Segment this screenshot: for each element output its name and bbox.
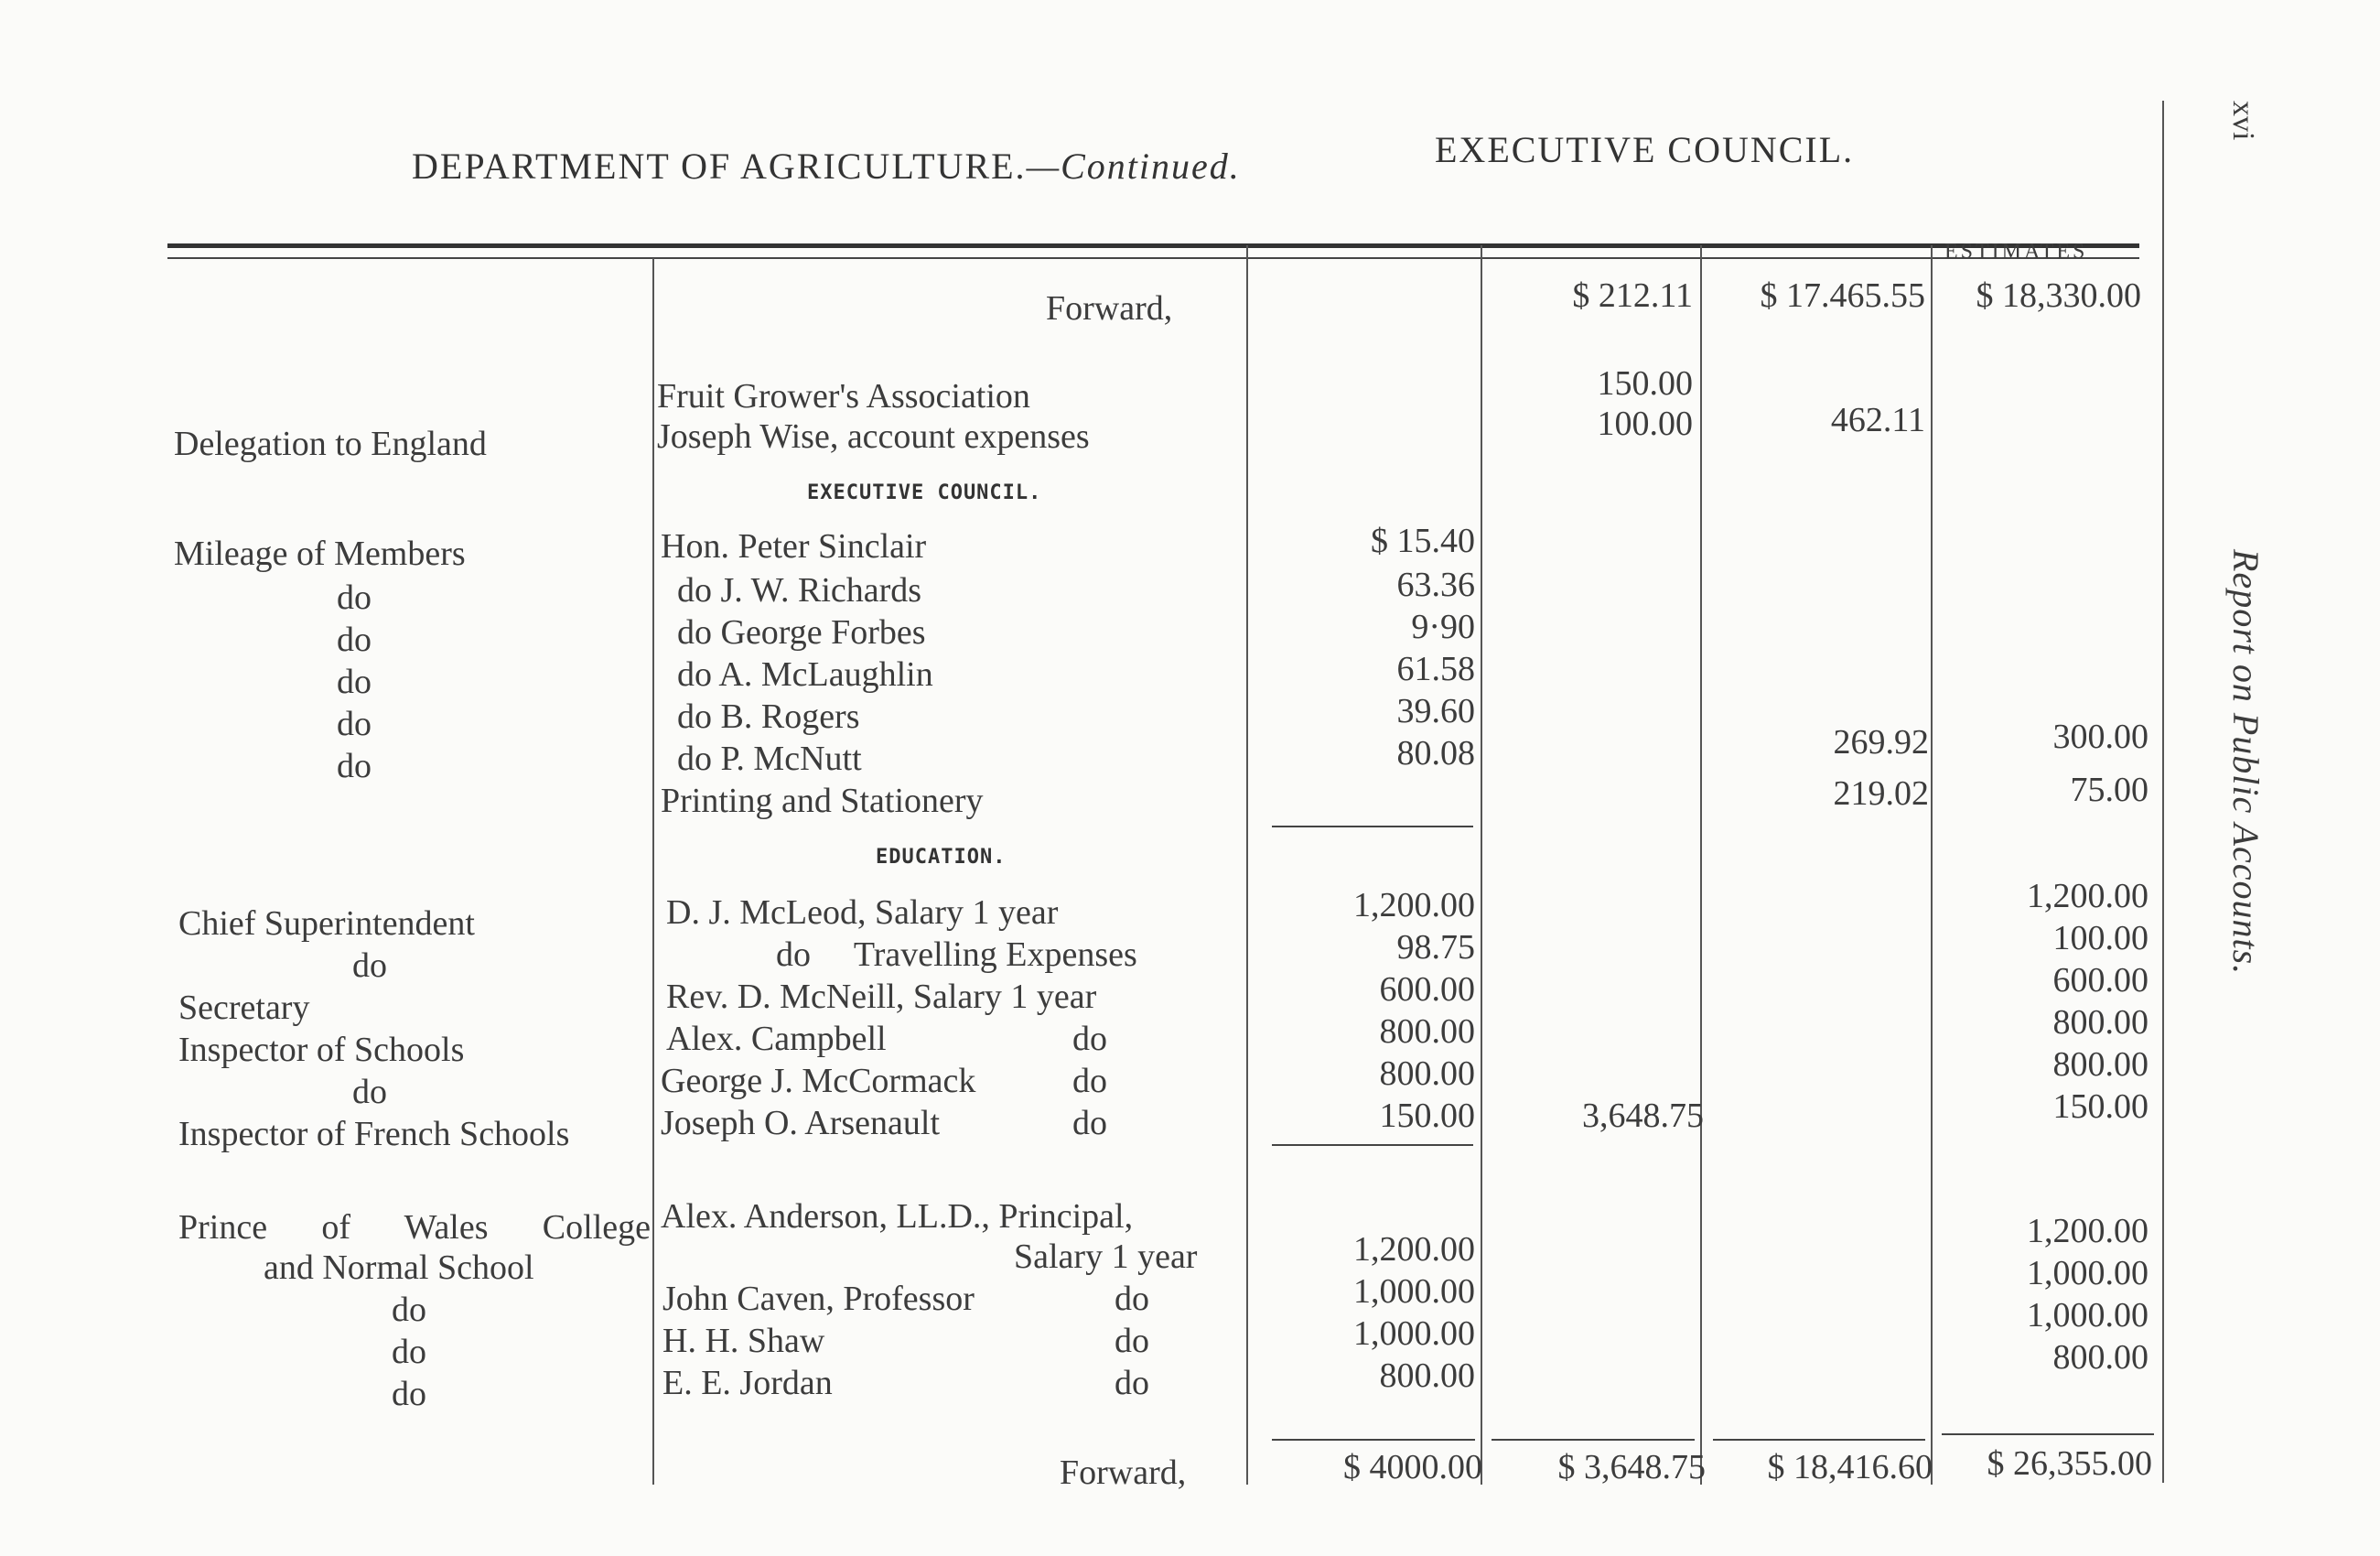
section-executive-council: EXECUTIVE COUNCIL. [807,481,1042,504]
forward-bottom-b: $ 3,648.75 [1557,1448,1706,1486]
purpose-mileage: Mileage of Members [174,535,466,573]
amount-travelling: 98.75 [1396,928,1475,967]
purpose-ditto: do [337,663,372,701]
estimate-jordan: 800.00 [2052,1338,2148,1377]
payee-rogers: do B. Rogers [677,697,860,736]
amount-mclaughlin: 61.58 [1396,650,1475,688]
col-rule-purpose [652,258,654,1485]
payee-anderson: Alex. Anderson, LL.D., Principal, [661,1197,1134,1236]
forward-bottom-d: $ 26,355.00 [1987,1444,2152,1483]
purpose-ditto: do [392,1333,426,1371]
purpose-ditto: do [392,1375,426,1413]
total-rule-c [1713,1439,1925,1441]
purpose-normal-school: and Normal School [264,1248,534,1287]
amount-joseph-wise: 100.00 [1597,405,1693,443]
section-title-executive: EXECUTIVE COUNCIL. [1435,129,1855,170]
payee-mccormack: George J. McCormack [661,1062,976,1100]
amount-shaw: 1,000.00 [1353,1314,1475,1353]
forward-bottom-a: $ 4000.00 [1343,1448,1482,1486]
ditto-campbell: do [1072,1020,1107,1058]
agriculture-title: DEPARTMENT OF AGRICULTURE. [412,146,1027,187]
forward-label-bottom: Forward, [1060,1453,1187,1492]
purpose-secretary: Secretary [178,989,310,1027]
ditto-shaw: do [1115,1322,1149,1360]
payee-travelling: do Travelling Expenses [776,935,1137,974]
purpose-delegation: Delegation to England [174,425,487,463]
amount-anderson: 1,200.00 [1353,1230,1475,1269]
payee-fruit-growers: Fruit Grower's Association [657,377,1030,416]
payee-richards: do J. W. Richards [677,571,922,610]
subtotal-rule-executive [1272,826,1473,827]
estimate-executive-mileage: 300.00 [2052,718,2148,756]
ditto-mccormack: do [1072,1062,1107,1100]
purpose-ditto: do [392,1291,426,1329]
payee-arsenault: Joseph O. Arsenault [661,1104,941,1142]
forward-bottom-c: $ 18,416.60 [1767,1448,1933,1486]
purpose-ditto: do [337,578,372,617]
estimate-mcleod: 1,200.00 [2027,877,2148,915]
purpose-ditto: do [337,747,372,785]
amount-arsenault: 150.00 [1379,1097,1475,1135]
side-title: Report on Public Accounts. [2225,549,2267,976]
payee-shaw: H. H. Shaw [662,1322,825,1360]
amount-mcnutt: 80.08 [1396,734,1475,773]
ditto-jordan: do [1115,1364,1149,1402]
estimate-travelling: 100.00 [2052,919,2148,957]
college-name: Prince of Wales College [178,1208,651,1247]
total-agriculture: 462.11 [1830,401,1925,439]
total-rule-b [1492,1439,1695,1441]
payee-peter-sinclair: Hon. Peter Sinclair [661,527,927,566]
payee-mcnutt: do P. McNutt [677,740,862,778]
forward-top-c: $ 17.465.55 [1760,276,1925,315]
amount-campbell: 800.00 [1379,1012,1475,1051]
estimate-mccormack: 800.00 [2052,1045,2148,1084]
purpose-ditto: do [352,1073,387,1111]
amount-jordan: 800.00 [1379,1356,1475,1395]
payee-printing: Printing and Stationery [661,782,984,820]
amount-fruit-growers: 150.00 [1597,364,1693,403]
amount-richards: 63.36 [1396,566,1475,604]
estimate-campbell: 800.00 [2052,1003,2148,1042]
purpose-ditto: do [337,621,372,659]
purpose-chief-superintendent: Chief Superintendent [178,904,475,943]
total-rule-a [1272,1439,1475,1441]
purpose-inspector: Inspector of Schools [178,1031,465,1069]
payee-jordan: E. E. Jordan [662,1364,833,1402]
estimate-anderson: 1,200.00 [2027,1212,2148,1250]
section-education: EDUCATION. [876,846,1007,869]
estimate-printing: 75.00 [2070,771,2148,809]
forward-top-b: $ 212.11 [1572,276,1693,315]
estimate-shaw: 1,000.00 [2027,1296,2148,1334]
continued-label: —Continued. [1026,146,1241,187]
subtotal-rule-education [1272,1144,1473,1146]
total-executive-mileage: 269.92 [1833,723,1929,762]
payee-campbell: Alex. Campbell [666,1020,887,1058]
amount-rogers: 39.60 [1396,692,1475,730]
forward-top-d: $ 18,330.00 [1976,276,2141,315]
payee-mcleod: D. J. McLeod, Salary 1 year [666,893,1059,932]
purpose-ditto: do [352,946,387,985]
payee-anderson-salary: Salary 1 year [1014,1237,1198,1276]
purpose-college [178,1206,651,1248]
section-title-agriculture [412,145,1241,188]
amount-mcleod: 1,200.00 [1353,886,1475,924]
estimate-arsenault: 150.00 [2052,1087,2148,1126]
col-rule-d [2162,101,2164,1483]
purpose-french-inspector: Inspector of French Schools [178,1115,570,1153]
estimate-mcneill: 600.00 [2052,961,2148,1000]
forward-label-top: Forward, [1046,289,1173,328]
total-printing: 219.02 [1833,774,1929,813]
payee-mcneill: Rev. D. McNeill, Salary 1 year [666,978,1097,1016]
amount-forbes: 9·90 [1411,608,1475,646]
amount-mcneill: 600.00 [1379,970,1475,1009]
top-rule-thick [167,243,2139,248]
amount-caven: 1,000.00 [1353,1272,1475,1311]
page-number: xvi [2226,101,2260,141]
top-rule-thin [167,257,2139,259]
ditto-caven: do [1115,1280,1149,1318]
subtotal-education: 3,648.75 [1582,1097,1704,1135]
ditto-arsenault: do [1072,1104,1107,1142]
payee-mclaughlin: do A. McLaughlin [677,655,933,694]
payee-caven: John Caven, Professor [662,1280,975,1318]
estimate-caven: 1,000.00 [2027,1254,2148,1292]
amount-mccormack: 800.00 [1379,1054,1475,1093]
amount-peter-sinclair: $ 15.40 [1371,522,1475,560]
estimates-label: ESTIMATES [1944,240,2088,264]
total-rule-d [1942,1433,2154,1435]
purpose-ditto: do [337,705,372,743]
payee-joseph-wise: Joseph Wise, account expenses [657,417,1090,456]
payee-forbes: do George Forbes [677,613,926,652]
